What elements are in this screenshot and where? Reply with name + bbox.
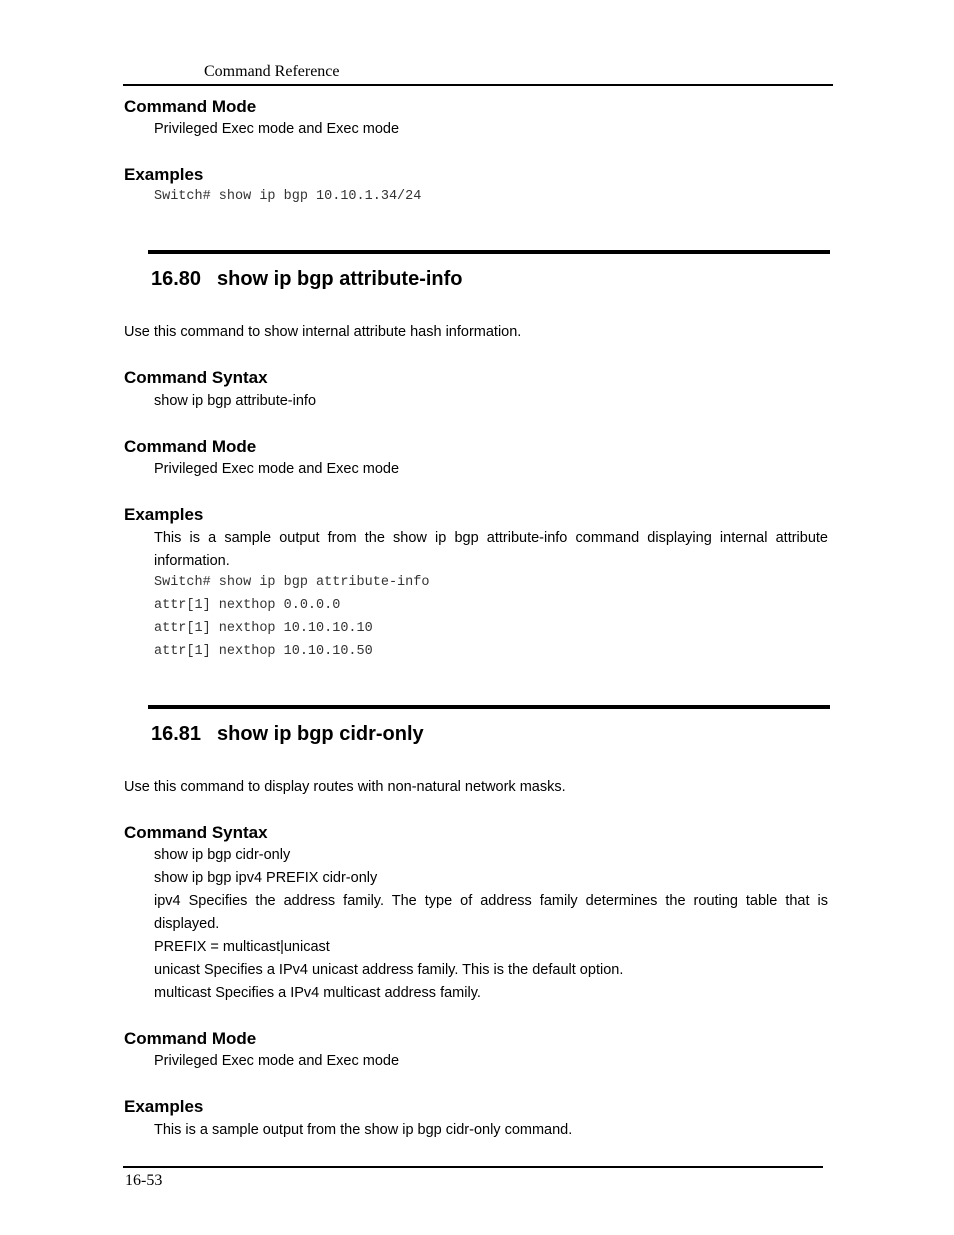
command-mode-heading: Command Mode [124,97,257,116]
footer-divider [123,1166,823,1168]
command-mode-text: Privileged Exec mode and Exec mode [154,121,400,137]
examples-heading: Examples [124,1097,204,1116]
section-title-text: show ip bgp cidr-only [217,723,424,745]
command-syntax-param: ipv4 Specifies the address family. The type of address family determines the routing table that is [154,893,828,909]
section-title-text: show ip bgp attribute-info [217,268,463,290]
example-code-line: Switch# show ip bgp attribute-info [154,575,430,590]
examples-heading: Examples [124,165,204,184]
section-number: 16.80 [151,268,202,290]
running-header: Command Reference [204,63,340,80]
section-intro: Use this command to display routes with non-natural network masks. [124,779,566,795]
command-syntax-param: multicast Specifies a IPv4 multicast address family. [154,985,481,1001]
section-divider [148,705,830,709]
example-description: This is a sample output from the show ip bgp attribute-info command displaying internal attribute [154,530,828,546]
section-intro: Use this command to show internal attribute hash information. [124,324,522,340]
command-syntax-param: unicast Specifies a IPv4 unicast address family. This is the default option. [154,962,624,978]
section-divider [148,250,830,254]
command-mode-text: Privileged Exec mode and Exec mode [154,1053,400,1069]
example-description-cont: information. [154,553,230,569]
page-number: 16-53 [125,1172,163,1189]
section-title-16-80 [151,266,463,292]
example-code-line: attr[1] nexthop 0.0.0.0 [154,598,341,613]
example-description: This is a sample output from the show ip bgp cidr-only command. [154,1122,573,1138]
example-code-line: attr[1] nexthop 10.10.10.10 [154,621,373,636]
header-divider [123,84,833,86]
command-syntax-param-cont: displayed. [154,916,220,932]
command-syntax-text: show ip bgp attribute-info [154,393,317,409]
section-title-16-81 [151,721,424,747]
command-mode-text: Privileged Exec mode and Exec mode [154,461,400,477]
section-number: 16.81 [151,723,202,745]
command-syntax-line: show ip bgp ipv4 PREFIX cidr-only [154,870,378,886]
examples-heading: Examples [124,505,204,524]
command-mode-heading: Command Mode [124,1029,257,1048]
command-mode-heading: Command Mode [124,437,257,456]
command-syntax-heading: Command Syntax [124,823,268,842]
example-code-line: attr[1] nexthop 10.10.10.50 [154,644,373,659]
command-syntax-line: show ip bgp cidr-only [154,847,291,863]
command-syntax-heading: Command Syntax [124,368,268,387]
command-syntax-param: PREFIX = multicast|unicast [154,939,330,955]
example-code-line: Switch# show ip bgp 10.10.1.34/24 [154,189,422,204]
